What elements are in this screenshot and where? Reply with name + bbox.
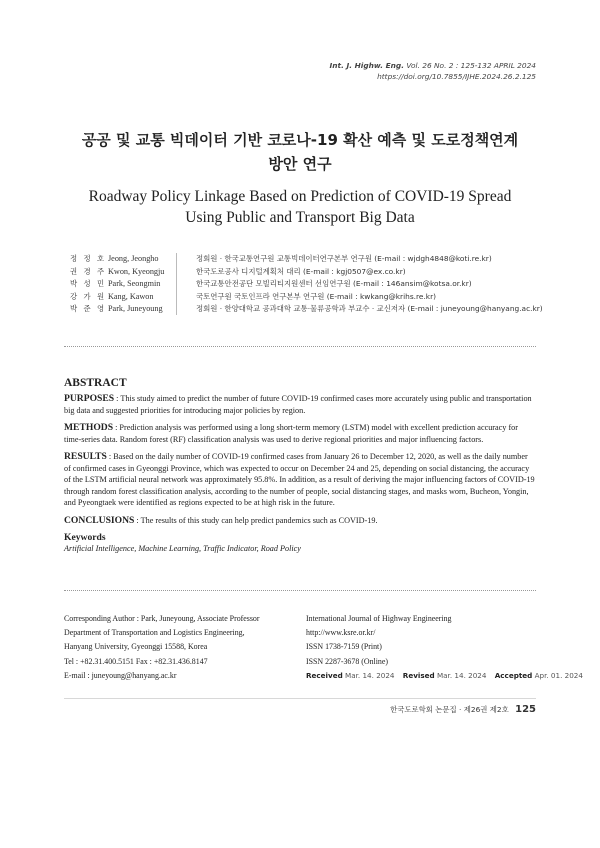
- methods-text: : Prediction analysis was performed using a long short-term memory (LSTM) model with excellent prediction accuracy for time-series data. Random forest (RF) classification analysis was used to derive regional priorities and major influencing factors.: [64, 423, 518, 444]
- submission-dates: [306, 669, 589, 683]
- accepted-date: Apr. 01. 2024: [534, 670, 583, 680]
- revised-label: Revised: [402, 670, 435, 680]
- keywords-heading: Keywords: [64, 532, 106, 543]
- title-korean-line2: 방안 연구: [268, 155, 332, 173]
- journal-citation: [330, 60, 536, 71]
- journal-url[interactable]: http://www.ksre.or.kr/: [306, 628, 376, 638]
- author-row: [70, 266, 543, 279]
- results-paragraph: [64, 451, 536, 509]
- author-affiliation: 한국도로공사 디지털계획처 대리 (E-mail : kgj0507@ex.co.kr): [196, 266, 406, 276]
- title-korean: [0, 128, 600, 176]
- corr-email: E-mail : juneyoung@hanyang.ac.kr: [64, 670, 177, 680]
- purposes-label: PURPOSES: [64, 393, 115, 404]
- journal-info-block: [306, 612, 589, 683]
- purposes-text: : This study aimed to predict the number of future COVID-19 confirmed cases more accurately using public and transportation big data and suggested priorities for introducing major policies by region.: [64, 394, 532, 415]
- author-row: [70, 278, 543, 291]
- dotted-divider: [64, 346, 536, 347]
- author-affiliation: 정회원 · 한양대학교 공과대학 교통·물류공학과 부교수 · 교신저자 (E-mail : juneyoung@hanyang.ac.kr): [196, 304, 543, 314]
- keywords-block: [64, 532, 536, 554]
- issn-online: ISSN 2287-3678 (Online): [306, 656, 388, 666]
- author-name-english: Park, Seongmin: [108, 279, 161, 289]
- title-english-line1: Roadway Policy Linkage Based on Prediction of COVID-19 Spread: [88, 188, 512, 205]
- methods-label: METHODS: [64, 422, 114, 433]
- author-name-english: Jeong, Jeongho: [108, 254, 159, 263]
- received-date: Mar. 14. 2024: [345, 670, 395, 680]
- author-row: [70, 253, 543, 266]
- conclusions-text: : The results of this study can help predict pandemics such as COVID-19.: [134, 515, 378, 525]
- author-name-english: Park, Juneyoung: [108, 304, 163, 314]
- methods-paragraph: [64, 422, 536, 445]
- author-row: [70, 303, 543, 316]
- journal-header: [330, 60, 536, 82]
- footer-rule: [64, 698, 536, 699]
- page-footer: [390, 704, 536, 715]
- abstract-heading: ABSTRACT: [64, 377, 127, 389]
- author-name-korean: 권 경 주: [70, 266, 107, 276]
- author-list: [70, 253, 543, 316]
- title-english-line2: Using Public and Transport Big Data: [185, 209, 415, 226]
- journal-abbr: Int. J. Highw. Eng.: [329, 61, 405, 70]
- corr-line: Corresponding Author : Park, Juneyoung, Associate Professor: [64, 614, 260, 623]
- corresponding-author-block: [64, 612, 260, 683]
- author-divider: [176, 253, 177, 315]
- author-name-korean: 박 성 민: [70, 279, 107, 289]
- doi-link[interactable]: https://doi.org/10.7855/IJHE.2024.26.2.125: [377, 72, 536, 81]
- title-english: [0, 186, 600, 228]
- author-affiliation: 국토연구원 국토인프라 연구본부 연구원 (E-mail : kwkang@krihs.re.kr): [196, 291, 437, 301]
- corr-line: Hanyang University, Gyeonggi 15588, Korea: [64, 642, 208, 652]
- author-name-korean: 정 정 호: [70, 254, 107, 263]
- author-name-english: Kwon, Kyeongju: [108, 266, 165, 276]
- page-number: 125: [515, 704, 536, 715]
- accepted-label: Accepted: [494, 670, 533, 680]
- author-name-english: Kang, Kawon: [108, 291, 154, 301]
- corr-line: Tel : +82.31.400.5151 Fax : +82.31.436.8147: [64, 656, 208, 666]
- received-label: Received: [306, 670, 343, 680]
- abstract-section: [64, 377, 536, 554]
- author-name-korean: 강 가 원: [70, 291, 107, 301]
- author-row: [70, 291, 543, 304]
- journal-volume: Vol. 26 No. 2 : 125-132 APRIL 2024: [406, 61, 536, 70]
- keywords-list: Artificial Intelligence, Machine Learning, Traffic Indicator, Road Policy: [64, 544, 301, 553]
- dotted-divider: [64, 590, 536, 591]
- author-affiliation: 한국교통안전공단 모빌리티지원센터 선임연구원 (E-mail : 146ansim@kotsa.or.kr): [196, 279, 472, 289]
- conclusions-label: CONCLUSIONS: [64, 514, 135, 526]
- revised-date: Mar. 14. 2024: [436, 670, 487, 680]
- results-text: : Based on the daily number of COVID-19 confirmed cases from January 26 to December 12, 2020, as well as the daily number of confirmed cases in Gyeonggi Province, which was expected to occur on December 24 and 25, depending on social distancing, the accuracy of the LSTM artificial neural network was approximately 95.8%. In addition, as a result of deriving the major influencing factors of COVID-19 through random forest classification analysis, according to the number of people, social distancing stages, and masks worn, Bucheon, Yongin, and Pyeongtaek were identified as regions expected to be at high risk in the future.: [64, 452, 535, 507]
- title-korean-line1: 공공 및 교통 빅데이터 기반 코로나-19 확산 예측 및 도로정책연계: [81, 131, 519, 149]
- issn-print: ISSN 1738-7159 (Print): [306, 642, 382, 652]
- conclusions-paragraph: [64, 515, 536, 527]
- journal-name: International Journal of Highway Engineering: [306, 614, 452, 623]
- corr-line: Department of Transportation and Logistics Engineering,: [64, 628, 245, 638]
- author-name-korean: 박 준 영: [70, 304, 107, 314]
- author-affiliation: 정회원 · 한국교통연구원 교통빅데이터연구본부 연구원 (E-mail : wjdgh4848@koti.re.kr): [196, 254, 492, 263]
- purposes-paragraph: [64, 393, 536, 416]
- journal-issue-label: 한국도로학회 논문집 · 제26권 제2호: [390, 705, 509, 714]
- results-label: RESULTS: [64, 451, 107, 462]
